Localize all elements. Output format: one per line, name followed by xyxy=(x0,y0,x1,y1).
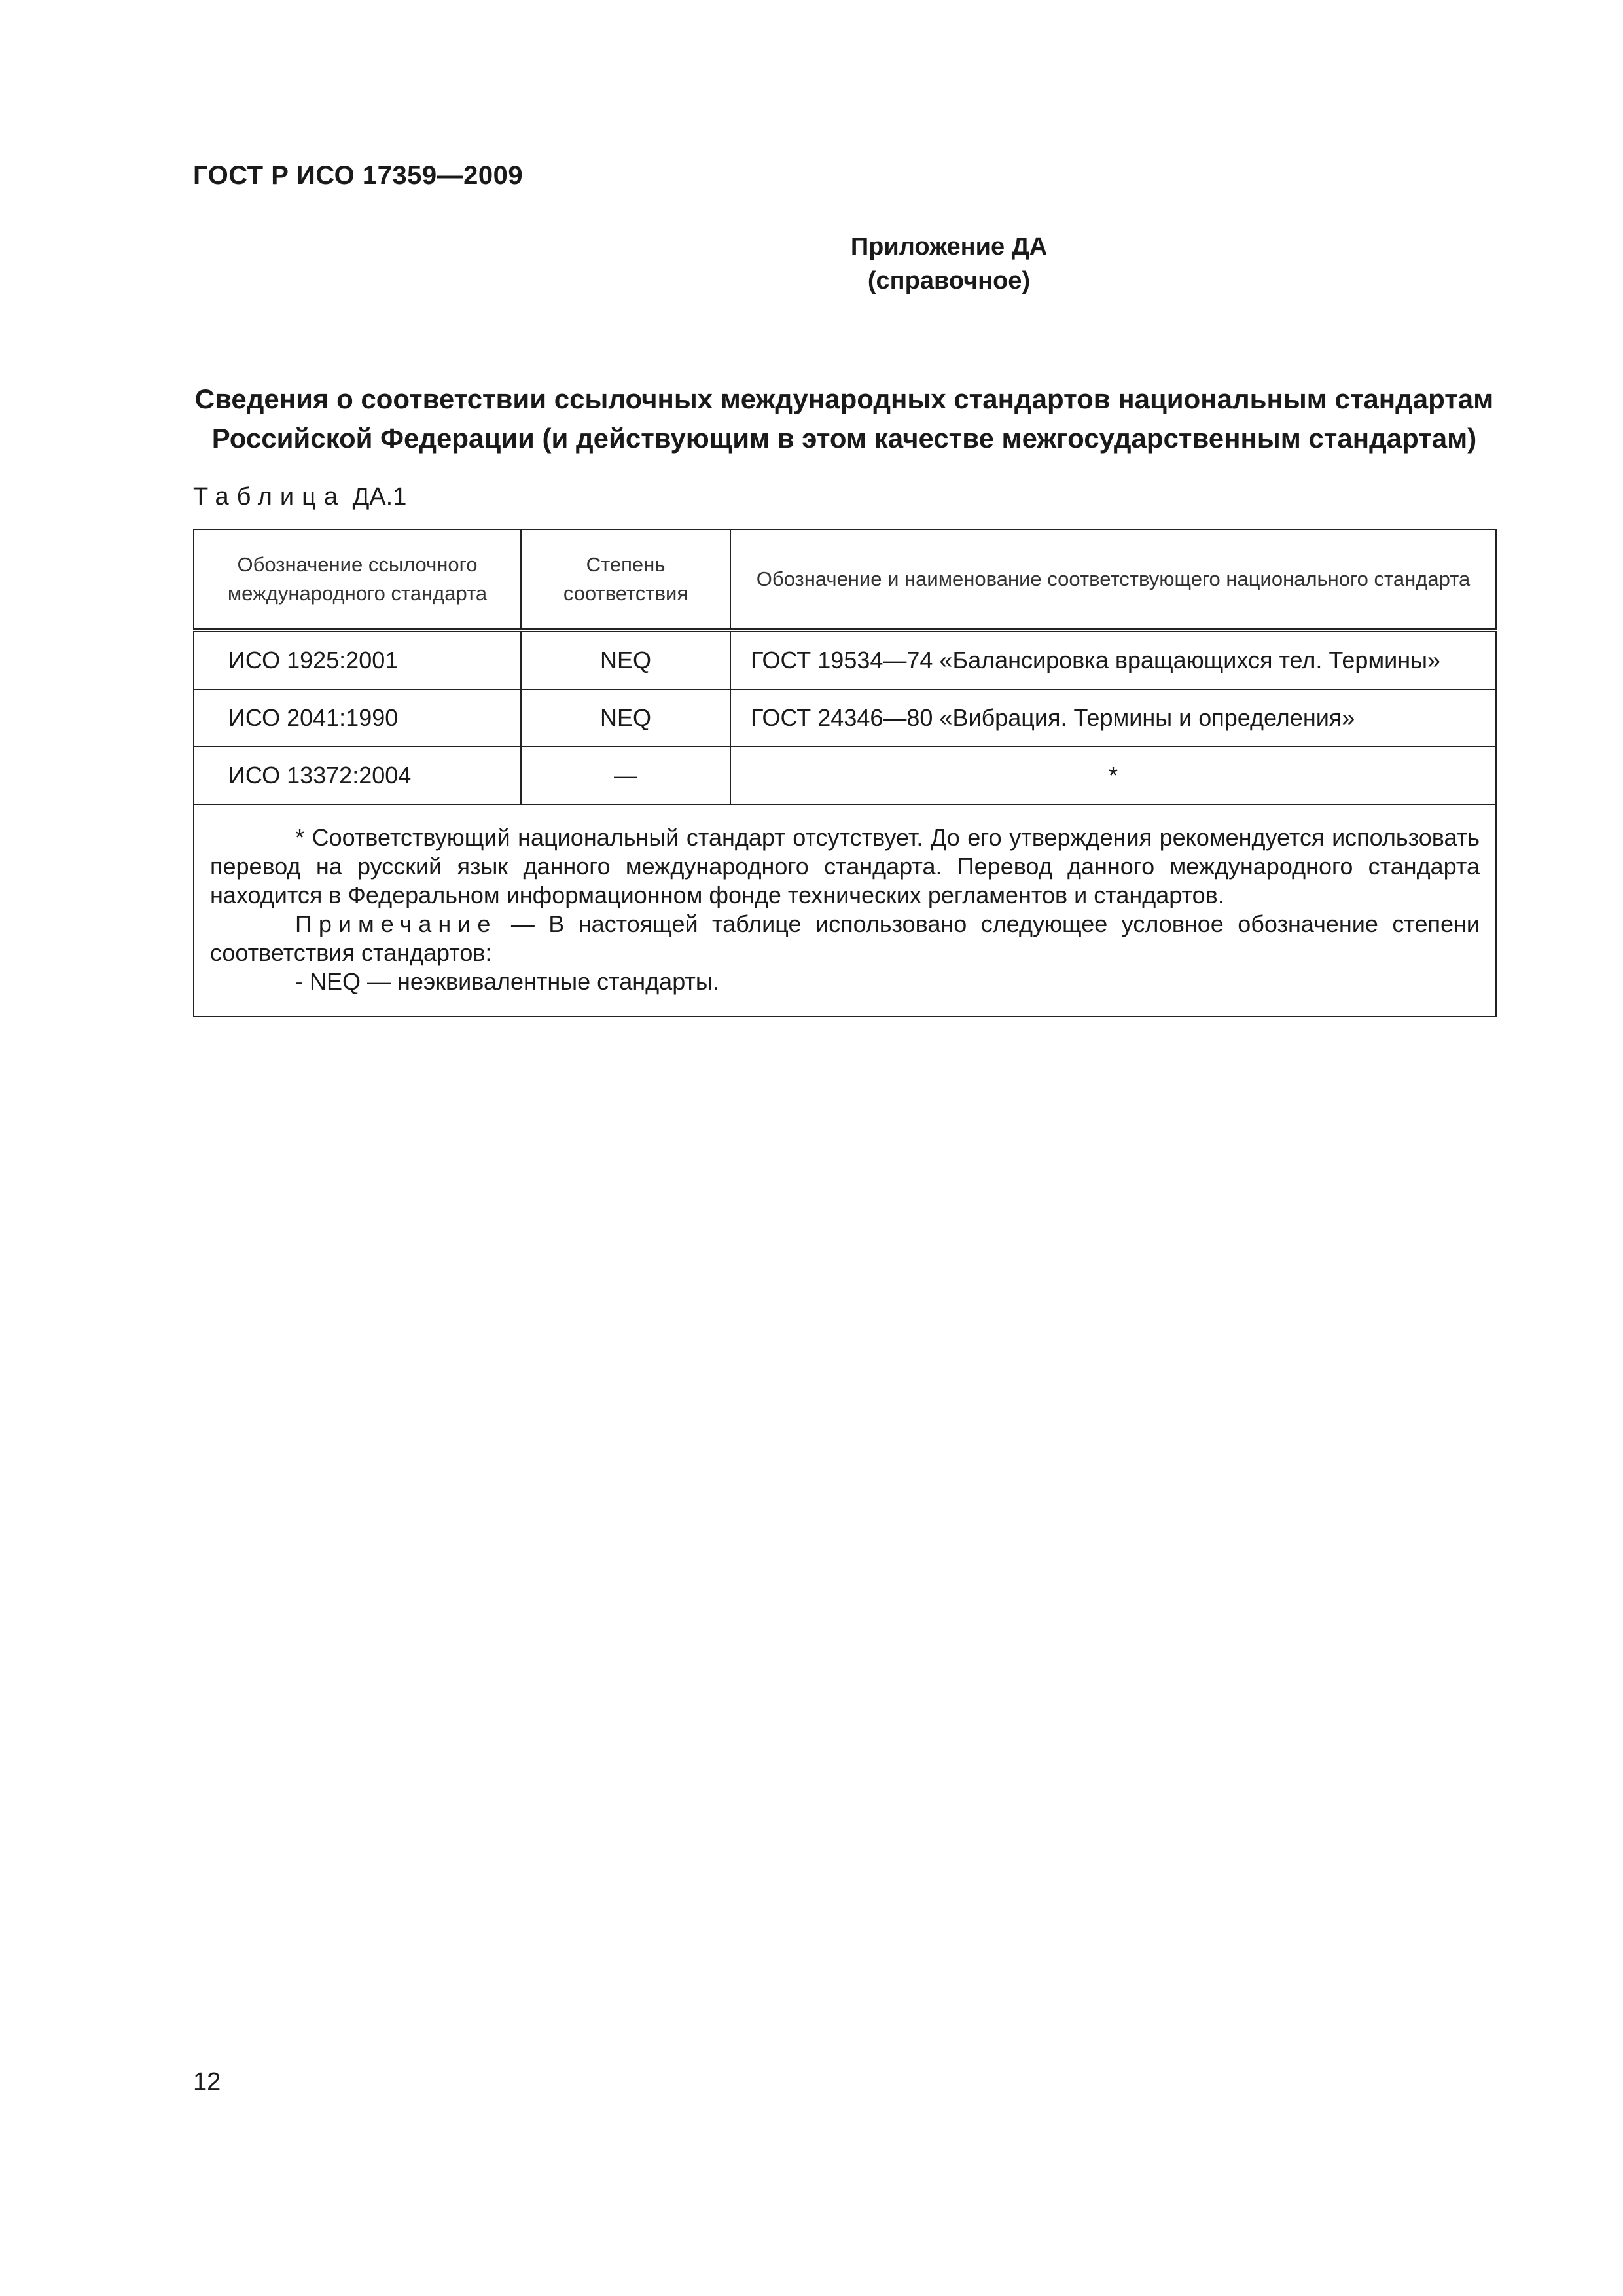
table-caption-word: Таблица xyxy=(193,483,346,511)
note-label: Примечание xyxy=(295,910,497,937)
table-row xyxy=(194,689,1496,747)
cell-degree: NEQ xyxy=(521,689,730,747)
table-header-row xyxy=(194,529,1496,630)
section-title-line-2: Российской Федерации (и действующим в этом качестве межгосударственным стандартам) xyxy=(211,423,1477,454)
cell-degree: NEQ xyxy=(521,630,730,689)
table-caption xyxy=(193,483,406,511)
standards-correspondence-table xyxy=(193,529,1497,1017)
header-national-standard: Обозначение и наименование соответствующего национального стандарта xyxy=(730,529,1496,630)
page-number: 12 xyxy=(193,2068,221,2096)
cell-reference-standard: ИСО 13372:2004 xyxy=(194,747,521,804)
cell-reference-standard: ИСО 2041:1990 xyxy=(194,689,521,747)
cell-national-standard: * xyxy=(730,747,1496,804)
section-title-line-1: Сведения о соответствии ссылочных международных стандартов национальным стандартам xyxy=(194,384,1494,414)
cell-degree: — xyxy=(521,747,730,804)
document-designation: ГОСТ Р ИСО 17359—2009 xyxy=(193,161,524,190)
note-item: - NEQ — неэквивалентные стандарты. xyxy=(295,968,719,995)
note-text: — В настоящей таблице использовано следующее условное обозначение степени соответствия стандартов: xyxy=(210,910,1480,966)
header-degree-of-correspondence: Степень соответствия xyxy=(521,529,730,630)
cell-reference-standard: ИСО 1925:2001 xyxy=(194,630,521,689)
table-row xyxy=(194,747,1496,804)
cell-national-standard: ГОСТ 19534—74 «Балансировка вращающихся тел. Термины» xyxy=(730,630,1496,689)
cell-national-standard: ГОСТ 24346—80 «Вибрация. Термины и определения» xyxy=(730,689,1496,747)
table-note xyxy=(210,910,1480,967)
table-footnote: * Соответствующий национальный стандарт отсутствует. До его утверждения рекомендуется использовать перевод на русский язык данного международного стандарта. Перевод данного международного стандарта находится в Федеральном информационном фонде технических регламентов и стандартов. xyxy=(210,824,1480,908)
appendix-title: Приложение ДА xyxy=(850,233,1048,260)
table-caption-number: ДА.1 xyxy=(352,483,407,511)
table-notes-cell xyxy=(194,804,1496,1016)
header-reference-standard: Обозначение ссылочного международного стандарта xyxy=(194,529,521,630)
table-notes-row xyxy=(194,804,1496,1016)
appendix-subtitle: (справочное) xyxy=(867,267,1031,295)
table-row xyxy=(194,630,1496,689)
